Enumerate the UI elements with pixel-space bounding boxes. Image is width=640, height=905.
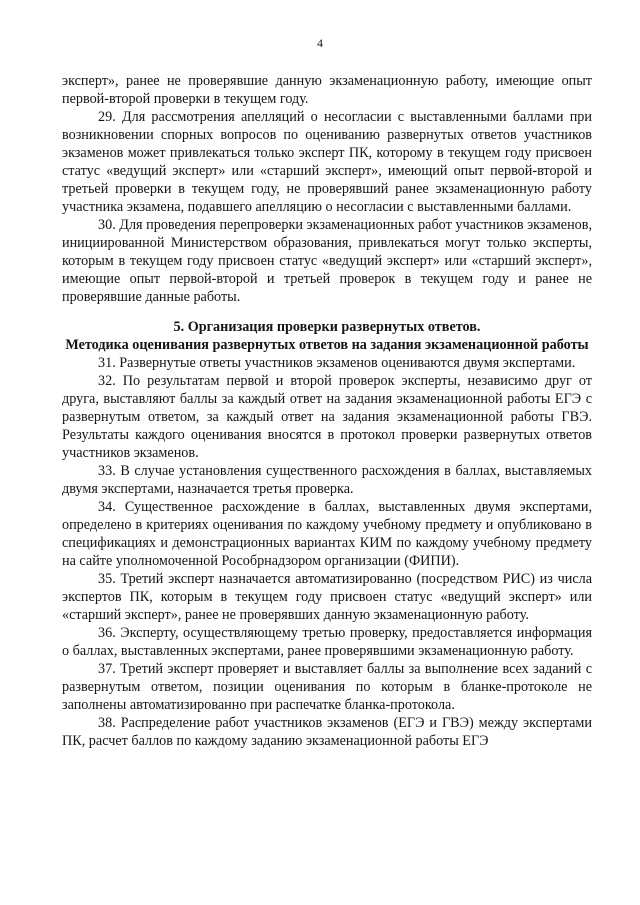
document-body (62, 72, 592, 750)
paragraph-30: 30. Для проведения перепроверки экзаменационных работ участников экзаменов, инициированной Министерством образования, привлекаться могут только эксперты, которым в текущем году присвоен статус «ведущий эксперт» или «старший эксперт», имеющие опыт первой-второй и третьей проверок в текущем году и ранее не проверявшие данные работы. (62, 217, 592, 305)
paragraph-36: 36. Эксперту, осуществляющему третью проверку, предоставляется информация о баллах, выставленных экспертами, ранее проверявшими экзаменационную работу. (62, 625, 592, 659)
paragraph-37: 37. Третий эксперт проверяет и выставляет баллы за выполнение всех заданий с развернутым ответом, позиции оценивания по которым в бланке-протоколе не заполнены автоматизированно при распечатке бланка-протокола. (62, 661, 592, 713)
paragraph-32: 32. По результатам первой и второй проверок эксперты, независимо друг от друга, выставляют баллы за каждый ответ на задания экзаменационной работы ЕГЭ с развернутым ответом, за каждый ответ на задания экзаменационной работы ГВЭ. Результаты каждого оценивания вносятся в протокол проверки развернутых ответов участников экзаменов. (62, 373, 592, 461)
paragraph-34: 34. Существенное расхождение в баллах, выставленных двумя экспертами, определено в критериях оценивания по каждому учебному предмету и опубликовано в спецификациях и демонстрационных вариантах КИМ по каждому учебному предмету на сайте уполномоченной Рособрнадзором организации (ФИПИ). (62, 499, 592, 569)
section-title-line2: Методика оценивания развернутых ответов на задания экзаменационной работы (65, 337, 589, 353)
paragraph-33: 33. В случае установления существенного расхождения в баллах, выставляемых двумя экспертами, назначается третья проверка. (62, 463, 592, 497)
paragraph-35: 35. Третий эксперт назначается автоматизированно (посредством РИС) из числа экспертов ПК, которым в текущем году присвоен статус «ведущий эксперт» или «старший эксперт», ранее не проверявших данную экзаменационную работу. (62, 571, 592, 623)
page-number: 4 (317, 36, 323, 50)
section-title-line1: 5. Организация проверки развернутых ответов. (173, 319, 481, 335)
paragraph-29: 29. Для рассмотрения апелляций о несогласии с выставленными баллами при возникновении спорных вопросов по оцениванию развернутых ответов участников экзаменов может привлекаться только эксперт ПК, которому в текущем году присвоен статус «ведущий эксперт» или «старший эксперт», имеющий опыт первой-второй и третьей проверки в текущем году, не проверявший ранее экзаменационную работу участника экзамена, подавшего апелляцию о несогласии с выставленными баллами. (62, 109, 592, 215)
paragraph-38: 38. Распределение работ участников экзаменов (ЕГЭ и ГВЭ) между экспертами ПК, расчет баллов по каждому заданию экзаменационной работы ЕГЭ (62, 715, 592, 749)
section-heading (62, 318, 592, 354)
paragraph-31: 31. Развернутые ответы участников экзаменов оцениваются двумя экспертами. (98, 355, 576, 371)
paragraph-continuation: эксперт», ранее не проверявшие данную экзаменационную работу, имеющие опыт первой-второй проверки в текущем году. (62, 73, 592, 107)
